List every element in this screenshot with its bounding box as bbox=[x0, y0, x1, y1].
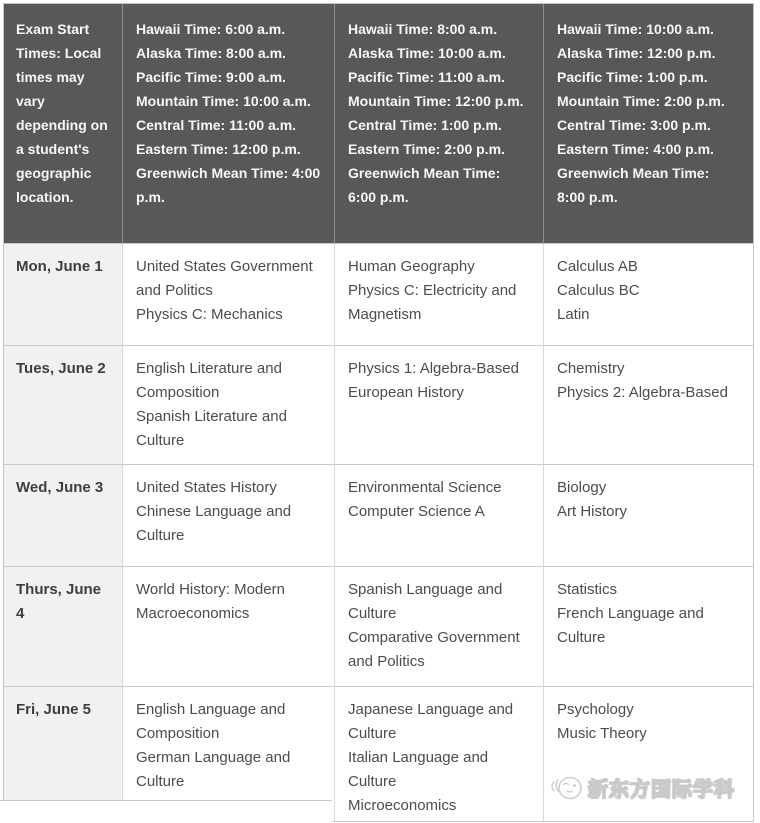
exam-schedule-table bbox=[3, 3, 754, 822]
text-line: Hawaii Time: 10:00 a.m. bbox=[557, 21, 714, 37]
text-line: Mountain Time: 10:00 a.m. bbox=[136, 93, 311, 109]
header-cell-exam-start-times: Exam Start Times: Local times may vary depending on a student's geographic location. bbox=[4, 4, 123, 244]
text-line: Human Geography bbox=[348, 258, 475, 275]
header-cell-session-2-times bbox=[335, 4, 544, 244]
subjects-cell bbox=[335, 465, 544, 567]
text-line: Alaska Time: 8:00 a.m. bbox=[136, 45, 286, 61]
text-line: Latin bbox=[557, 306, 590, 323]
header-row bbox=[4, 4, 753, 244]
subjects-cell bbox=[123, 465, 335, 567]
text-line: European History bbox=[348, 384, 464, 401]
text-line: Calculus BC bbox=[557, 282, 640, 299]
day-cell: Mon, June 1 bbox=[4, 244, 123, 346]
text-line: English Language and Composition bbox=[136, 701, 286, 742]
text-line: Central Time: 3:00 p.m. bbox=[557, 117, 711, 133]
subjects-cell bbox=[335, 567, 544, 687]
text-line: Hawaii Time: 8:00 a.m. bbox=[348, 21, 498, 37]
text-line: Japanese Language and Culture bbox=[348, 701, 514, 742]
text-line: Hawaii Time: 6:00 a.m. bbox=[136, 21, 286, 37]
subjects-cell bbox=[544, 244, 753, 346]
text-line: Alaska Time: 10:00 a.m. bbox=[348, 45, 506, 61]
text-line: Pacific Time: 1:00 p.m. bbox=[557, 69, 708, 85]
text-line: Central Time: 1:00 p.m. bbox=[348, 117, 502, 133]
text-line: German Language and Culture bbox=[136, 749, 291, 790]
text-line: Chemistry bbox=[557, 360, 625, 377]
day-cell: Fri, June 5 bbox=[4, 687, 123, 821]
text-line: Physics 1: Algebra-Based bbox=[348, 360, 519, 377]
day-cell: Thurs, June 4 bbox=[4, 567, 123, 687]
subjects-cell bbox=[544, 687, 753, 821]
subjects-cell bbox=[544, 346, 753, 465]
text-line: English Literature and Composition bbox=[136, 360, 282, 401]
subjects-cell bbox=[335, 687, 544, 821]
text-line: Statistics bbox=[557, 581, 618, 598]
text-line: Alaska Time: 12:00 p.m. bbox=[557, 45, 716, 61]
text-line: Computer Science A bbox=[348, 503, 485, 520]
day-cell: Wed, June 3 bbox=[4, 465, 123, 567]
table-row-mon-june-1 bbox=[4, 244, 753, 346]
subjects-cell bbox=[335, 244, 544, 346]
text-line: Mountain Time: 12:00 p.m. bbox=[348, 93, 524, 109]
text-line: Italian Language and Culture bbox=[348, 749, 489, 790]
table-row-thurs-june-4 bbox=[4, 567, 753, 687]
text-line: Environmental Science bbox=[348, 479, 502, 496]
text-line: United States History bbox=[136, 479, 277, 496]
text-line: Spanish Language and Culture bbox=[348, 581, 503, 622]
text-line: Music Theory bbox=[557, 725, 647, 742]
subjects-cell bbox=[123, 567, 335, 687]
text-line: Eastern Time: 2:00 p.m. bbox=[348, 141, 505, 157]
header-cell-session-1-times bbox=[123, 4, 335, 244]
subjects-cell bbox=[544, 465, 753, 567]
text-line: Chinese Language and Culture bbox=[136, 503, 292, 544]
text-line: Physics C: Electricity and Magnetism bbox=[348, 282, 517, 323]
text-line: Mountain Time: 2:00 p.m. bbox=[557, 93, 725, 109]
text-line: Eastern Time: 12:00 p.m. bbox=[136, 141, 301, 157]
text-line: Microeconomics bbox=[348, 797, 457, 814]
text-line: Comparative Government and Politics bbox=[348, 629, 520, 670]
subjects-cell bbox=[123, 346, 335, 465]
text-line: Central Time: 11:00 a.m. bbox=[136, 117, 297, 133]
text-line: World History: Modern bbox=[136, 581, 285, 598]
screenshot-cut-overlay bbox=[0, 800, 332, 823]
day-cell: Tues, June 2 bbox=[4, 346, 123, 465]
text-line: Pacific Time: 11:00 a.m. bbox=[348, 69, 505, 85]
text-line: Eastern Time: 4:00 p.m. bbox=[557, 141, 714, 157]
text-line: Spanish Literature and Culture bbox=[136, 408, 287, 449]
table-row-tues-june-2 bbox=[4, 346, 753, 465]
text-line: Biology bbox=[557, 479, 607, 496]
text-line: Greenwich Mean Time: 4:00 p.m. bbox=[136, 165, 321, 205]
text-line: Macroeconomics bbox=[136, 605, 250, 622]
text-line: Psychology bbox=[557, 701, 634, 718]
text-line: Greenwich Mean Time: 6:00 p.m. bbox=[348, 165, 501, 205]
text-line: Physics C: Mechanics bbox=[136, 306, 283, 323]
header-cell-session-3-times bbox=[544, 4, 753, 244]
table-row-wed-june-3 bbox=[4, 465, 753, 567]
text-line: United States Government and Politics bbox=[136, 258, 313, 299]
text-line: Art History bbox=[557, 503, 628, 520]
subjects-cell bbox=[544, 567, 753, 687]
subjects-cell bbox=[123, 244, 335, 346]
text-line: Greenwich Mean Time: 8:00 p.m. bbox=[557, 165, 710, 205]
text-line: Calculus AB bbox=[557, 258, 638, 275]
text-line: Pacific Time: 9:00 a.m. bbox=[136, 69, 286, 85]
subjects-cell bbox=[335, 346, 544, 465]
watermark-text: 新东方国际学科 bbox=[588, 778, 735, 801]
text-line: Physics 2: Algebra-Based bbox=[557, 384, 728, 401]
text-line: French Language and Culture bbox=[557, 605, 704, 646]
